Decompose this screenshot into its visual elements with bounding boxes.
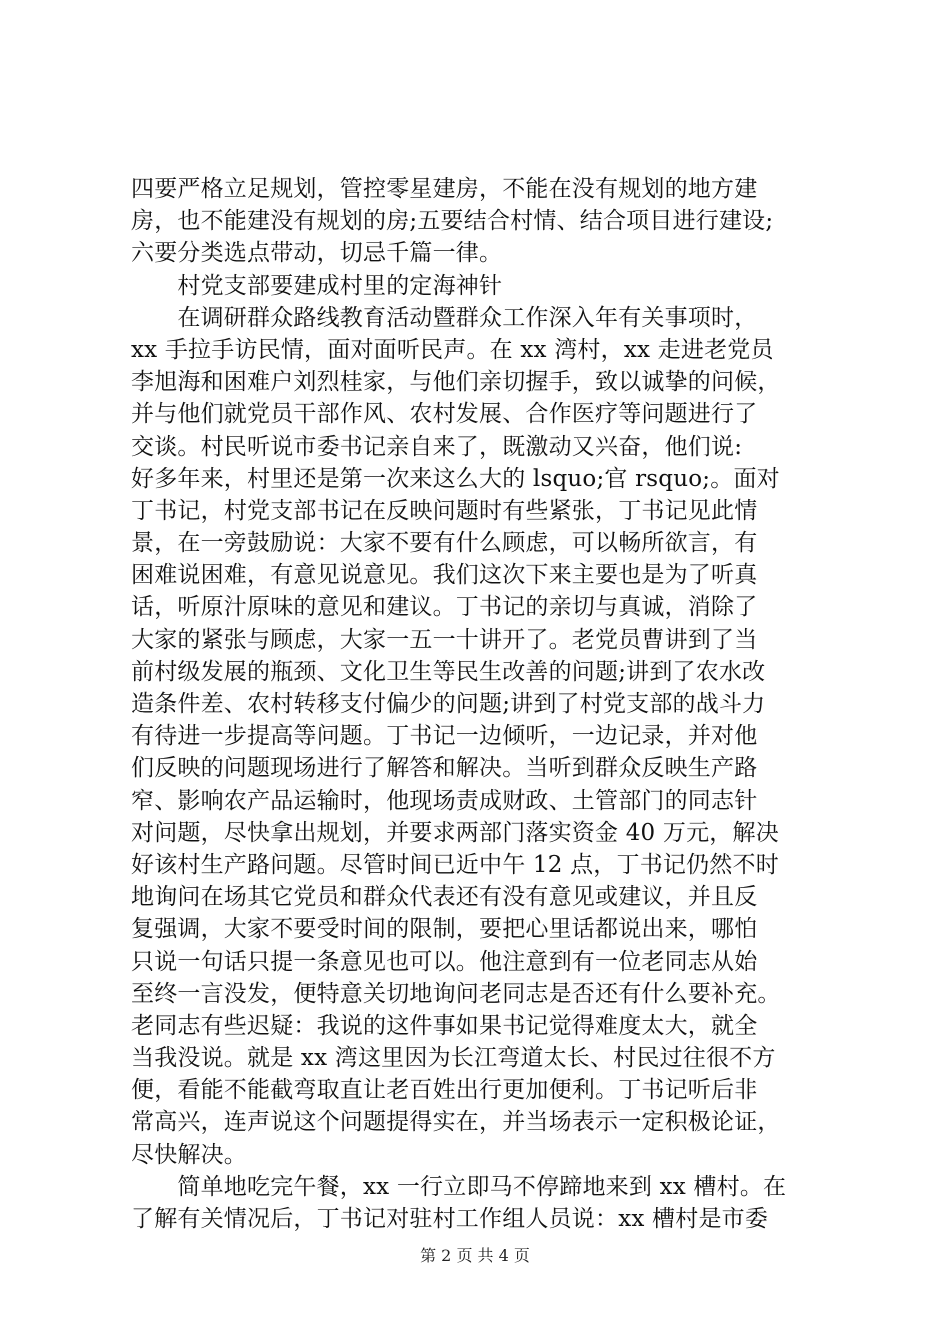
text-line: 村党支部要建成村里的定海神针 [131, 272, 503, 299]
text-line: 有待进一步提高等问题。丁书记一边倾听，一边记录，并对他 [131, 723, 758, 750]
text-line: 地询问在场其它党员和群众代表还有没有意见或建议，并且反 [131, 884, 758, 911]
text-line: 只说一句话只提一条意见也可以。他注意到有一位老同志从始 [131, 948, 758, 975]
page-footer: 第 2 页 共 4 页 [420, 1246, 530, 1265]
text-line: 至终一言没发，便特意关切地询问老同志是否还有什么要补充。 [131, 980, 781, 1007]
text-line: 好该村生产路问题。尽管时间已近中午 12 点，丁书记仍然不时 [131, 851, 779, 878]
text-line: 尽快解决。 [131, 1141, 247, 1168]
text-line: 话，听原汁原味的意见和建议。丁书记的亲切与真诚，消除了 [131, 594, 758, 621]
text-line: 交谈。村民听说市委书记亲自来了，既激动又兴奋，他们说: [131, 433, 743, 460]
text-line: 造条件差、农村转移支付偏少的问题;讲到了村党支部的战斗力 [131, 691, 766, 717]
text-line: 窄、影响农产品运输时，他现场责成财政、土管部门的同志针 [131, 787, 758, 814]
text-line: 前村级发展的瓶颈、文化卫生等民生改善的问题;讲到了农水改 [131, 658, 766, 685]
text-line: 好多年来，村里还是第一次来这么大的 lsquo;官 rsquo;。面对 [131, 465, 780, 492]
text-line: 李旭海和困难户刘烈桂家，与他们亲切握手，致以诚挚的问候， [131, 369, 781, 396]
text-line: 大家的紧张与顾虑，大家一五一十讲开了。老党员曹讲到了当 [131, 626, 758, 653]
text-line: 丁书记，村党支部书记在反映问题时有些紧张，丁书记见此情 [131, 497, 758, 524]
text-line: 常高兴，连声说这个问题提得实在，并当场表示一定积极论证， [131, 1109, 781, 1136]
text-line: 当我没说。就是 xx 湾这里因为长江弯道太长、村民过往很不方 [131, 1045, 776, 1072]
text-line: 困难说困难，有意见说意见。我们这次下来主要也是为了听真 [131, 562, 758, 589]
text-line: xx 手拉手访民情，面对面听民声。在 xx 湾村，xx 走进老党员 [131, 336, 774, 363]
text-line: 房，也不能建没有规划的房;五要结合村情、结合项目进行建设; [131, 208, 774, 235]
text-line: 景，在一旁鼓励说：大家不要有什么顾虑，可以畅所欲言，有 [131, 530, 758, 557]
text-line: 对问题，尽快拿出规划，并要求两部门落实资金 40 万元，解决 [131, 819, 779, 846]
text-line: 并与他们就党员干部作风、农村发展、合作医疗等问题进行了 [131, 401, 758, 428]
text-line: 们反映的问题现场进行了解答和解决。当听到群众反映生产路 [131, 755, 758, 782]
text-line: 简单地吃完午餐，xx 一行立即马不停蹄地来到 xx 槽村。在 [131, 1173, 787, 1200]
text-line: 六要分类选点带动，切忌千篇一律。 [131, 240, 503, 267]
text-line: 在调研群众路线教育活动暨群众工作深入年有关事项时， [131, 304, 758, 331]
text-line: 四要严格立足规划，管控零星建房，不能在没有规划的地方建 [131, 176, 758, 202]
text-line: 便，看能不能截弯取直让老百姓出行更加便利。丁书记听后非 [131, 1077, 758, 1104]
text-line: 复强调，大家不要受时间的限制，要把心里话都说出来，哪怕 [131, 916, 758, 943]
body-text [131, 173, 831, 1235]
text-line: 老同志有些迟疑：我说的这件事如果书记觉得难度太大，就全 [131, 1012, 758, 1039]
text-line: 了解有关情况后，丁书记对驻村工作组人员说：xx 槽村是市委 [131, 1206, 769, 1232]
